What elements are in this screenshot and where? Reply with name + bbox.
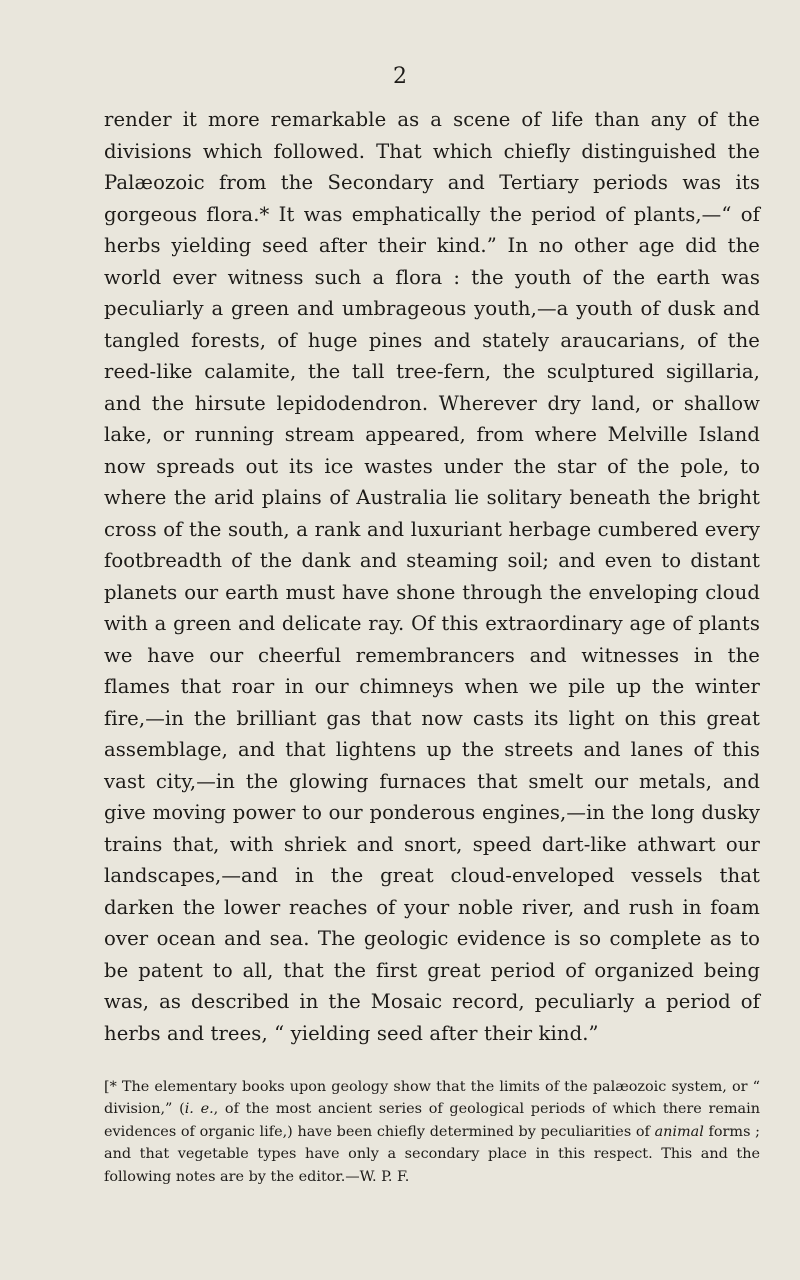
footnote-italic-animal: animal xyxy=(654,1123,704,1140)
page-number: 2 xyxy=(393,64,407,89)
footnote-italic-ie: i. e. xyxy=(184,1101,214,1118)
footnote xyxy=(104,1076,760,1188)
footnote-text-1: [* The elementary books upon geology show that the limits of the palæozoic system, or “ division,” ( xyxy=(104,1079,760,1118)
body-paragraph: render it more remarkable as a scene of life than any of the divisions which followed. That which chiefly distinguished the Palæozoic from the Secondary and Tertiary periods was its gorgeous flora.* It was emphatically the period of plants,—“ of herbs yielding seed after their kind.” In no other age did the world ever witness such a flora : the youth of the earth was peculiarly a green and umbrageous youth,—a youth of dusk and tangled forests, of huge pines and stately araucarians, of the reed-like calamite, the tall tree-fern, the sculptured sigillaria, and the hirsute lepidodendron. Wherever dry land, or shallow lake, or running stream appeared, from where Melville Island now spreads out its ice wastes under the star of the pole, to where the arid plains of Australia lie solitary beneath the bright cross of the south, a rank and luxuriant herbage cumbered every footbreadth of the dank and steaming soil; and even to distant planets our earth must have shone through the enveloping cloud with a green and delicate ray. Of this extraordinary age of plants we have our cheerful remembrancers and witnesses in the flames that roar in our chimneys when we pile up the winter fire,—in the brilliant gas that now casts its light on this great assemblage, and that lightens up the streets and lanes of this vast city,—in the glowing furnaces that smelt our metals, and give moving power to our ponderous engines,—in the long dusky trains that, with shriek and snort, speed dart-like athwart our landscapes,—and in the great cloud-enveloped vessels that darken the lower reaches of your noble river, and rush in foam over ocean and sea. The geologic evidence is so complete as to be patent to all, that the first great period of organized being was, as described in the Mosaic record, peculiarly a period of herbs and trees, “ yielding seed after their kind.” xyxy=(104,108,760,1045)
footnote-text-3: forms ; and that vegetable types have only a secondary place in this respect. This and the following notes are by the editor.—W. P. F. xyxy=(104,1123,760,1185)
footnote-text-2: , of the most ancient series of geological periods of which there remain evidences of organic life,) have been chiefly determined by peculiarities of xyxy=(104,1101,760,1140)
